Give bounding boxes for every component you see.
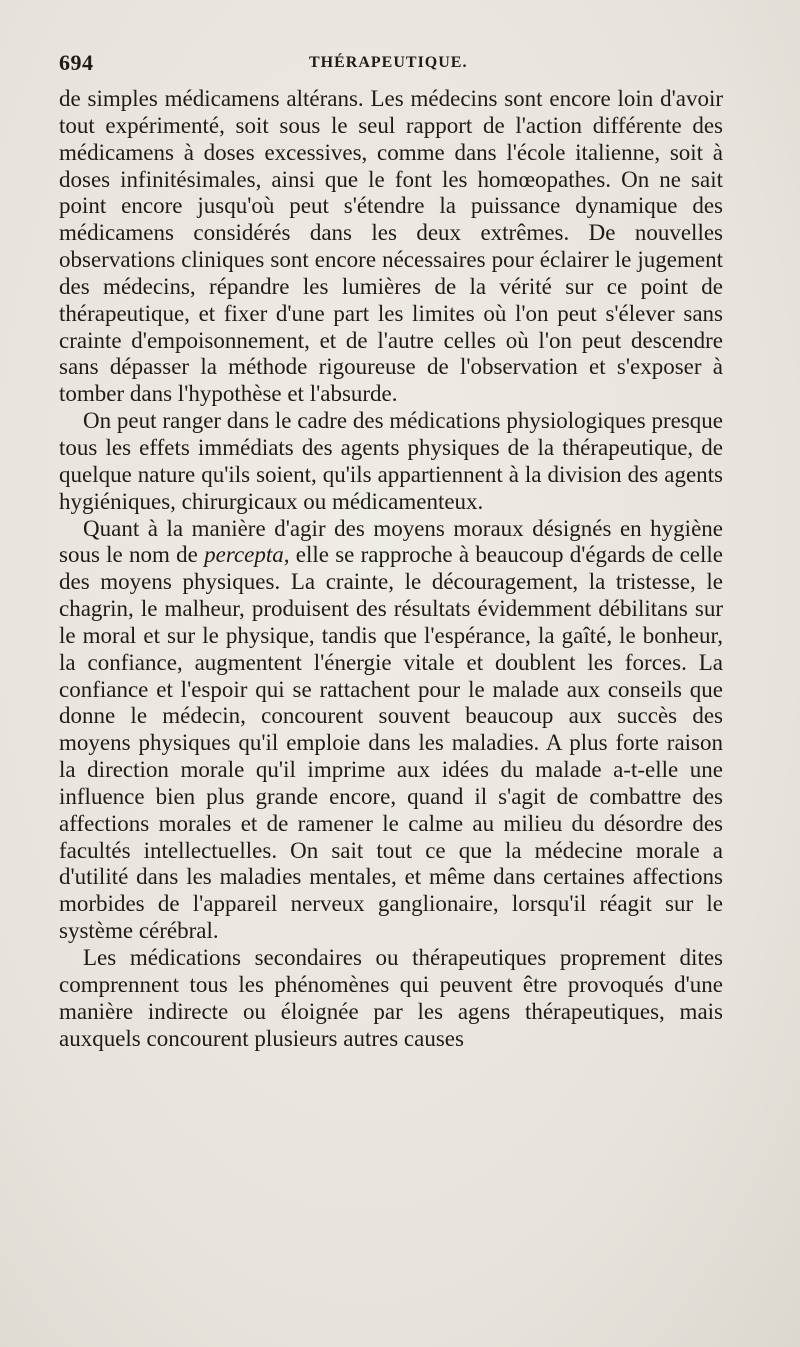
body-text [59, 86, 723, 1052]
paragraph-text-after-emphasis: elle se rapproche à beaucoup d'égards de celle des moyens physiques. La crainte, le découragement, la tristesse, le chagrin, le malheur, produisent des résultats évidemment débilitans sur le moral et sur le physique, tandis que l'espérance, la gaîté, le bonheur, la confiance, augmentent l'énergie vitale et doublent les forces. La confiance et l'espoir qui se rattachent pour le malade aux conseils que donne le médecin, concourent souvent beaucoup aux succès des moyens physiques qu'il emploie dans les maladies. A plus forte raison la direction morale qu'il imprime aux idées du malade a-t-elle une influence bien plus grande encore, quand il s'agit de combattre des affections morales et de ramener le calme au milieu du désordre des facultés intellectuelles. On sait tout ce que la médecine morale a d'utilité dans les maladies mentales, et même dans certaines affections morbides de l'appareil nerveux ganglionaire, lorsqu'il réagit sur le système cérébral. [59, 542, 723, 944]
paragraph-continuation: de simples médicamens altérans. Les médecins sont encore loin d'avoir tout expérimenté, soit sous le seul rapport de l'action différente des médicamens à doses excessives, comme dans l'école italienne, soit à doses infinitésimales, ainsi que le font les homœopathes. On ne sait point encore jusqu'où peut s'étendre la puissance dynamique des médicamens considérés dans les deux extrêmes. De nouvelles observations cliniques sont encore nécessaires pour éclairer le jugement des médecins, répandre les lumières de la vérité sur ce point de thérapeutique, et fixer d'une part les limites où l'on peut s'élever sans crainte d'empoisonnement, et de l'autre celles où l'on peut descendre sans dépasser la méthode rigoureuse de l'observation et s'exposer à tomber dans l'hypothèse et l'absurde. [59, 86, 723, 407]
running-title: THÉRAPEUTIQUE. [309, 54, 468, 71]
paragraph-secondary-medications: Les médications secondaires ou thérapeutiques proprement dites comprennent tous les phénomènes qui peuvent être provoqués d'une manière indirecte ou éloignée par les agens thérapeutiques, mais auxquels concourent plusieurs autres causes [59, 945, 723, 1051]
paragraph-text-before-emphasis: Quant à la manière d'agir des moyens moraux désignés en hygiène sous le nom de [59, 515, 723, 568]
page-number: 694 [59, 50, 94, 75]
page-header [59, 50, 723, 80]
paragraph-physiological-medications: On peut ranger dans le cadre des médications physiologiques presque tous les effets immédiats des agents physiques de la thérapeutique, de quelque nature qu'ils soient, qu'ils appartiennent à la division des agents hygiéniques, chirurgicaux ou médicamenteux. [59, 408, 723, 514]
emphasis-percepta: percepta, [204, 542, 290, 568]
paragraph-moral-means [59, 516, 723, 946]
